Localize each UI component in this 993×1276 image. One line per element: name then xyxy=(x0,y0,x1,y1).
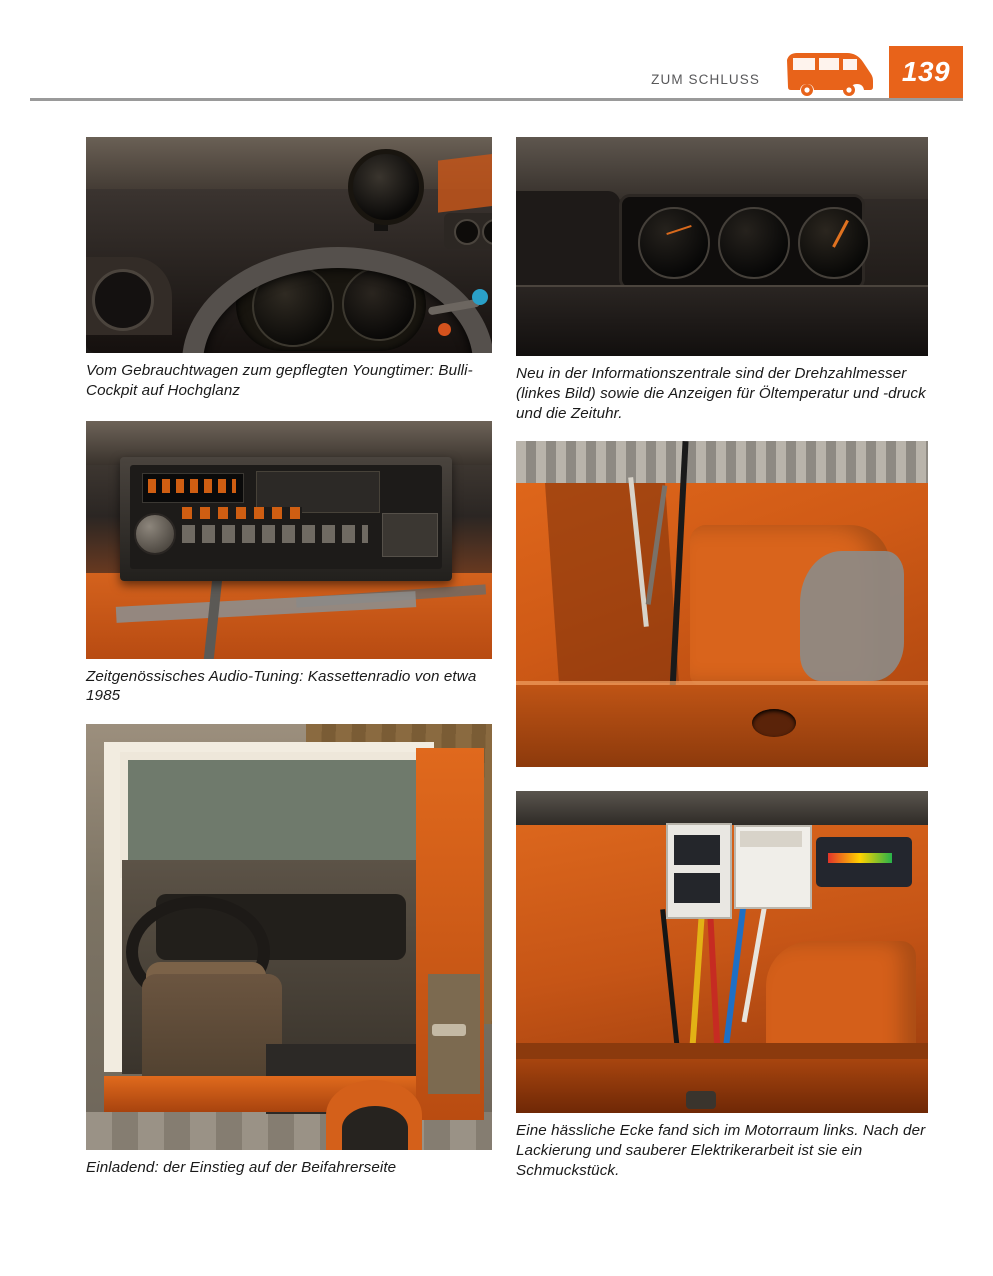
figure-instrument-gauges xyxy=(516,137,928,423)
page-number: 139 xyxy=(889,46,963,98)
running-head-section: ZUM SCHLUSS xyxy=(651,72,760,87)
photo-passenger-side-entry xyxy=(86,724,492,1150)
caption-instrument-gauges: Neu in der Informationszentrale sind der Drehzahlmesser (linkes Bild) sowie die Anzeigen für Öltemperatur und -druck und die Zeituhr. xyxy=(516,365,926,422)
caption-engine-electrics: Eine hässliche Ecke fand sich im Motorraum links. Nach der Lackierung und sauberer Elektrikerarbeit ist sie ein Schmuckstück. xyxy=(516,1122,926,1179)
photo-engine-bay-orange xyxy=(516,441,928,767)
figure-engine-bay xyxy=(516,441,928,767)
right-column xyxy=(516,137,928,1181)
header-divider xyxy=(30,98,963,101)
caption-bulli-cockpit: Vom Gebrauchtwagen zum gepflegten Youngtimer: Bulli-Cockpit auf Hochglanz xyxy=(86,362,473,399)
vw-bus-icon xyxy=(779,48,875,96)
photo-bulli-cockpit xyxy=(86,137,492,353)
page-header xyxy=(0,0,993,104)
left-column xyxy=(86,137,492,1178)
figure-cassette-radio xyxy=(86,421,492,707)
photo-cassette-radio xyxy=(86,421,492,659)
photo-instrument-gauges xyxy=(516,137,928,356)
figure-passenger-entry xyxy=(86,724,492,1178)
caption-passenger-entry: Einladend: der Einstieg auf der Beifahrerseite xyxy=(86,1159,397,1176)
photo-engine-bay-electrics xyxy=(516,791,928,1113)
figure-bulli-cockpit xyxy=(86,137,492,401)
figure-engine-electrics xyxy=(516,791,928,1180)
caption-cassette-radio: Zeitgenössisches Audio-Tuning: Kassettenradio von etwa 1985 xyxy=(86,667,477,705)
